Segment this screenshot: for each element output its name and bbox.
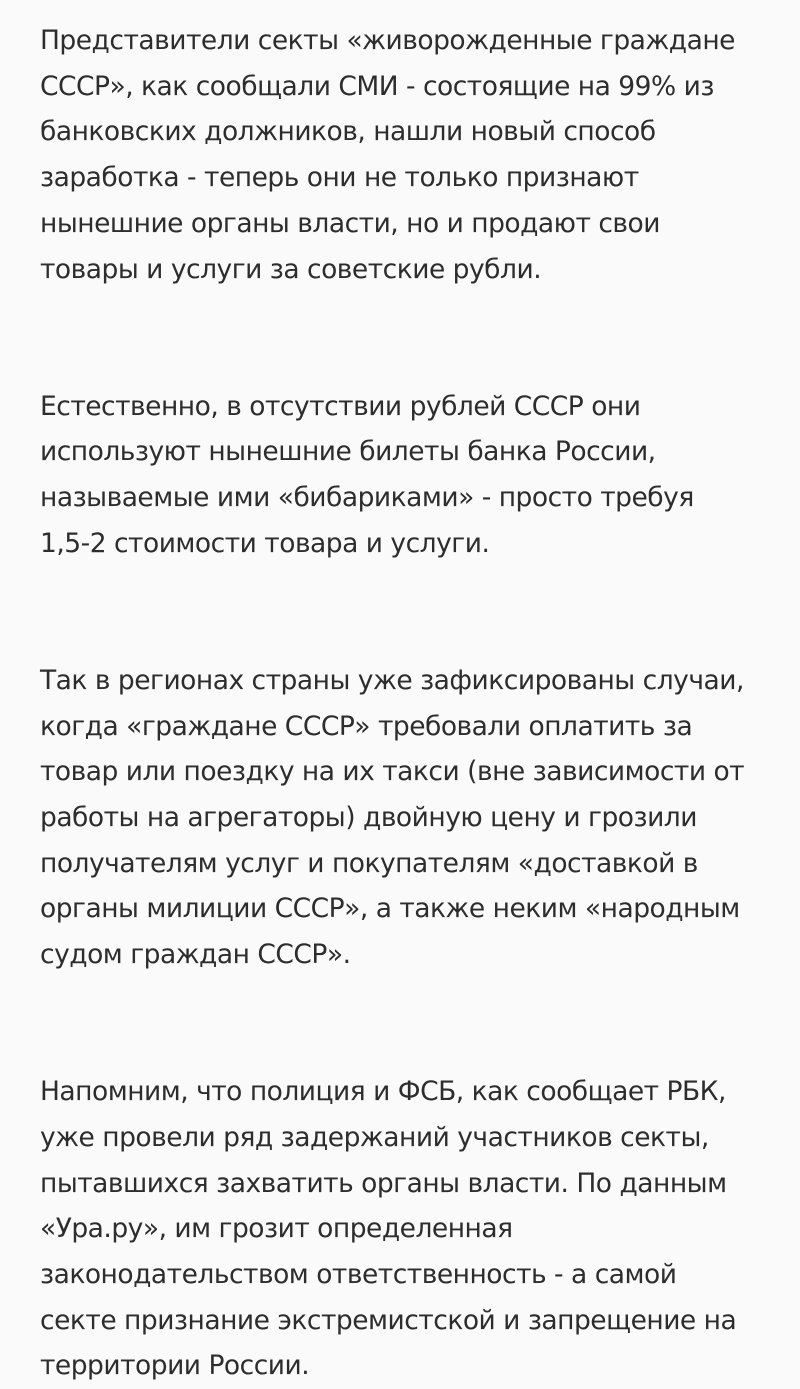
paragraph-line: товары и услуги за советские рубли. (40, 253, 542, 285)
paragraph-line: законодательством ответственность - а самой (40, 1258, 677, 1290)
paragraph-line: Естественно, в отсутствии рублей СССР они (40, 390, 641, 422)
paragraph-line: Напомним, что полиция и ФСБ, как сообщает РБК, (40, 1076, 726, 1108)
paragraph-line: когда «граждане СССР» требовали оплатить за (40, 710, 693, 742)
paragraph-line: пытавшихся захватить органы власти. По данным (40, 1167, 727, 1199)
paragraph-line: заработка - теперь они не только признают (40, 162, 639, 194)
paragraph-line: судом граждан СССР». (40, 939, 351, 971)
paragraph-line: банковских должников, нашли новый способ (40, 116, 656, 148)
paragraph-line: органы милиции СССР», а также неким «народным (40, 893, 740, 925)
paragraph-spacer (40, 978, 770, 1069)
paragraph-line: нынешние органы власти, но и продают свои (40, 207, 660, 239)
paragraph-line: работы на агрегаторы) двойную цену и грозили (40, 801, 697, 833)
paragraph-3 (40, 658, 770, 978)
paragraph-spacer (40, 292, 770, 383)
paragraph-line: уже провели ряд задержаний участников секты, (40, 1121, 709, 1153)
paragraph-line: товар или поездку на их такси (вне зависимости от (40, 756, 745, 788)
paragraph-line: территории России. (40, 1350, 310, 1382)
paragraph-1 (40, 18, 770, 292)
paragraph-line: Так в регионах страны уже зафиксированы случаи, (40, 664, 744, 696)
paragraph-spacer (40, 566, 770, 657)
paragraph-line: Представители секты «живорожденные граждане (40, 25, 735, 56)
paragraph-line: называемые ими «бибариками» - просто требуя (40, 482, 694, 514)
paragraph-line: получателям услуг и покупателям «доставкой в (40, 847, 698, 879)
paragraph-line: 1,5-2 стоимости товара и услуги. (40, 527, 490, 559)
paragraph-line: СССР», как сообщали СМИ - состоящие на 99% из (40, 70, 714, 102)
paragraph-4 (40, 1069, 770, 1389)
paragraph-line: секте признание экстремистской и запрещение на (40, 1304, 737, 1336)
paragraph-2 (40, 384, 770, 567)
paragraph-line: «Ура.ру», им грозит определенная (40, 1213, 513, 1245)
paragraph-line: используют нынешние билеты банка России, (40, 436, 656, 468)
